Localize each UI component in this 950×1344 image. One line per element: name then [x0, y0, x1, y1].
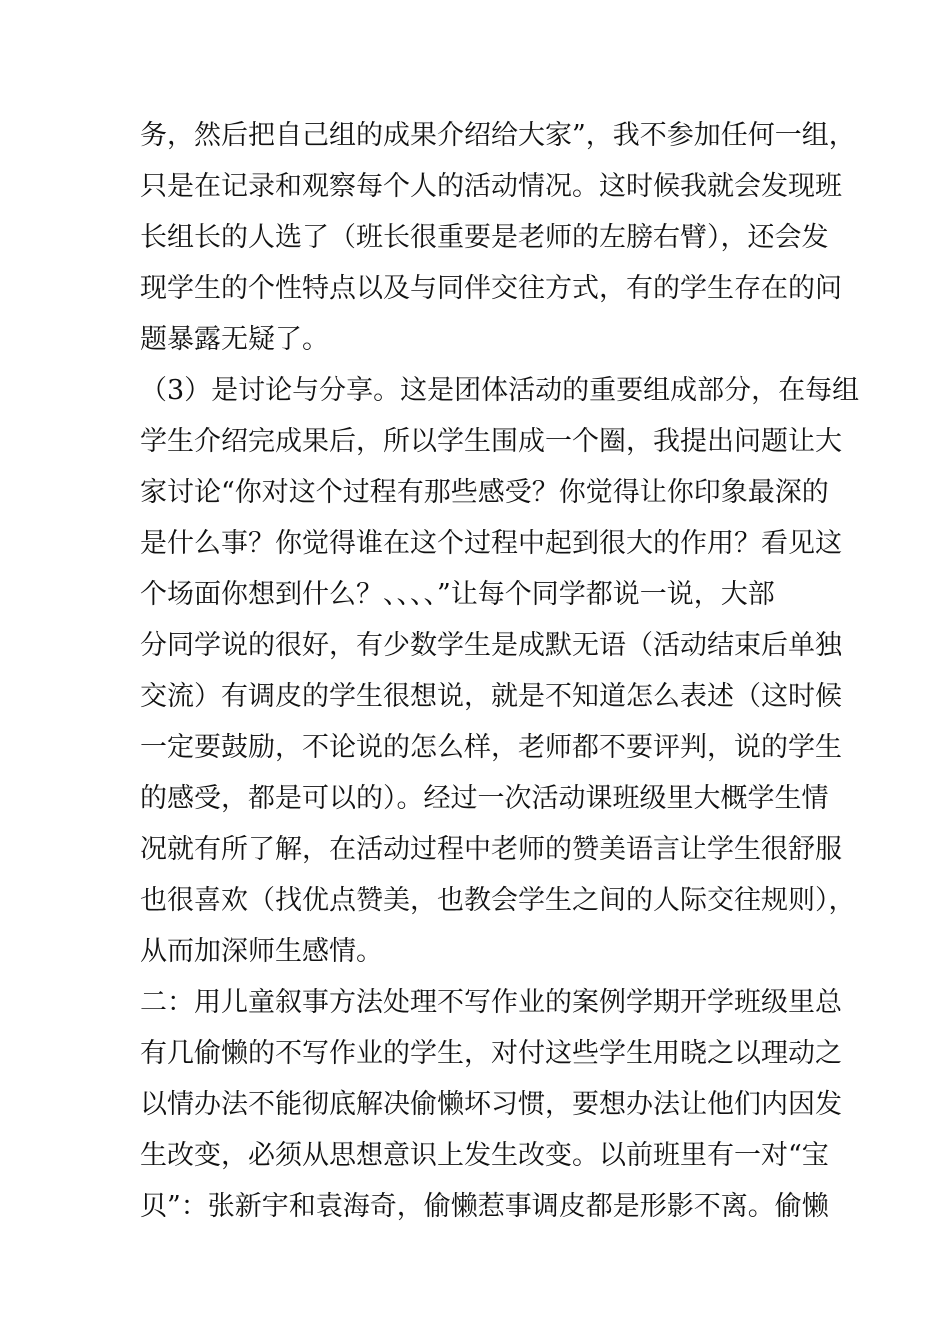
text-line: 是什么事？你觉得谁在这个过程中起到很大的作用？看见这	[140, 528, 842, 559]
text-line: 只是在记录和观察每个人的活动情况。这时候我就会发现班	[140, 171, 842, 202]
text-line: 个场面你想到什么？、、、、”让每个同学都说一说，大部	[140, 579, 775, 610]
text-line: 家讨论“你对这个过程有那些感受？你觉得让你印象最深的	[140, 477, 829, 508]
text-line: 有几偷懒的不写作业的学生，对付这些学生用晓之以理动之	[140, 1038, 842, 1069]
text-line: 题暴露无疑了。	[140, 324, 329, 355]
text-line: 以情办法不能彻底解决偷懒坏习惯，要想办法让他们内因发	[140, 1089, 842, 1120]
body-text	[140, 110, 860, 1232]
text-line: 长组长的人选了（班长很重要是老师的左膀右臂），还会发	[140, 222, 829, 253]
text-line: 贝”：张新宇和袁海奇，偷懒惹事调皮都是形影不离。偷懒	[140, 1191, 829, 1222]
text-line: 务，然后把自己组的成果介绍给大家”，我不参加任何一组，	[140, 120, 856, 151]
text-line: 况就有所了解，在活动过程中老师的赞美语言让学生很舒服	[140, 834, 842, 865]
text-line: 生改变，必须从思想意识上发生改变。以前班里有一对“宝	[140, 1140, 829, 1171]
text-line: 一定要鼓励，不论说的怎么样，老师都不要评判，说的学生	[140, 732, 842, 763]
text-line: 交流）有调皮的学生很想说，就是不知道怎么表述（这时候	[140, 681, 842, 712]
text-line: 现学生的个性特点以及与同伴交往方式，有的学生存在的问	[140, 273, 842, 304]
text-line: 从而加深师生感情。	[140, 936, 383, 967]
text-line: 二：用儿童叙事方法处理不写作业的案例学期开学班级里总	[140, 987, 842, 1018]
text-line: 也很喜欢（找优点赞美，也教会学生之间的人际交往规则），	[140, 885, 856, 916]
text-line: 的感受，都是可以的）。经过一次活动课班级里大概学生情	[140, 783, 829, 814]
text-line: （3）是讨论与分享。这是团体活动的重要组成部分，在每组	[140, 375, 860, 406]
text-line: 分同学说的很好，有少数学生是成默无语（活动结束后单独	[140, 630, 842, 661]
text-line: 学生介绍完成果后，所以学生围成一个圈，我提出问题让大	[140, 426, 842, 457]
